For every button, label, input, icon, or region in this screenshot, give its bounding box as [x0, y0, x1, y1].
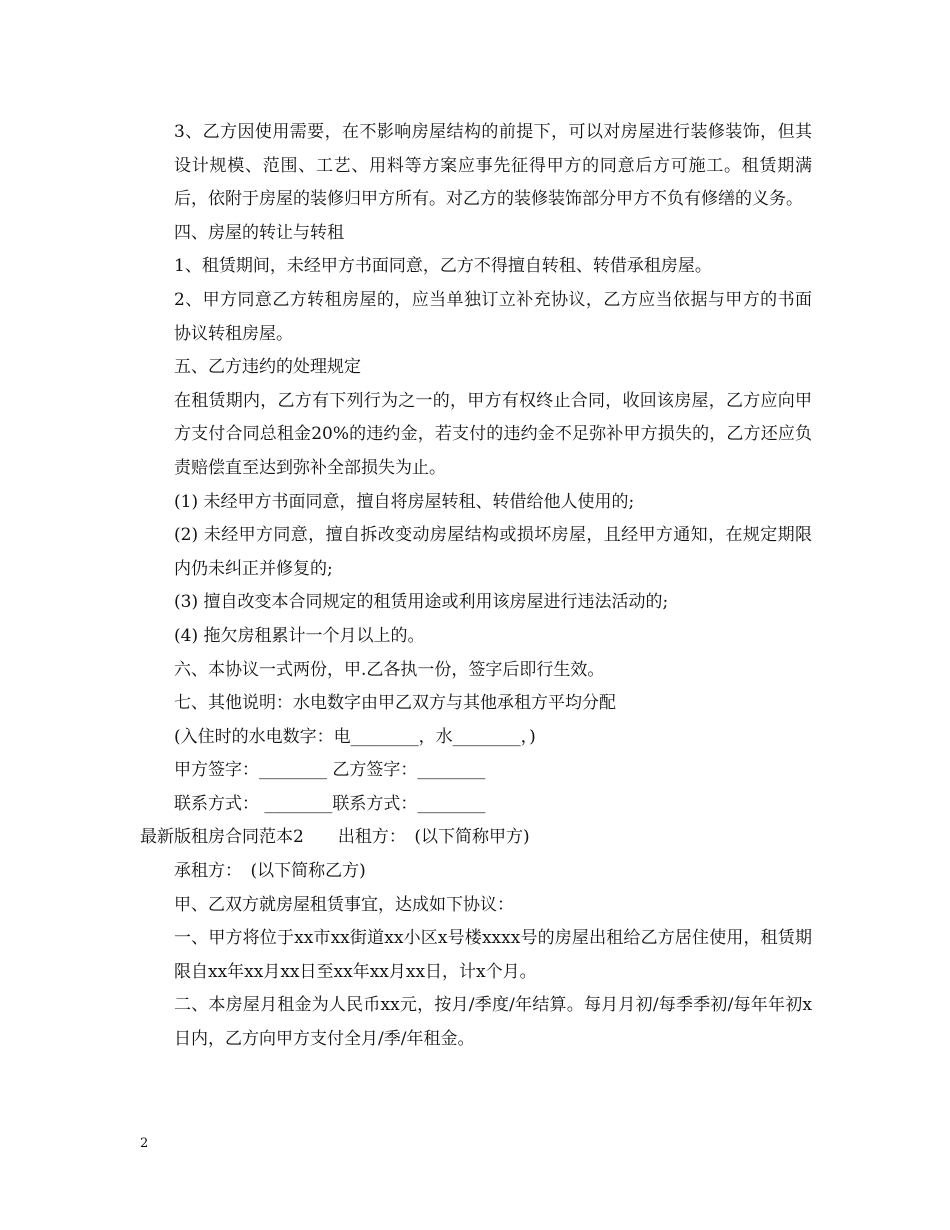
- contract-two-heading: 最新版租房合同范本2 出租方： (以下简称甲方): [140, 827, 530, 848]
- section-seven-other: 七、其他说明：水电数字由甲乙双方与其他承租方平均分配: [174, 693, 616, 714]
- tenant-line: 承租方： (以下简称乙方): [174, 861, 366, 882]
- page-number: 2: [140, 1136, 149, 1151]
- document-body: [140, 116, 812, 1057]
- paragraph-breach-terms: 在租赁期内，乙方有下列行为之一的，甲方有权终止合同，收回该房屋，乙方应向甲方支付合同总租金20%的违约金，若支付的违约金不足弥补甲方损失的，乙方还应负责赔偿直至达到弥补全部损失为止。: [174, 390, 812, 478]
- utility-readings-line: (入住时的水电数字：电________，水________，): [174, 726, 536, 747]
- section-six-copies: 六、本协议一式两份，甲.乙各执一份，签字后即行生效。: [174, 659, 605, 680]
- section-heading-transfer-sublease: 四、房屋的转让与转租: [174, 222, 344, 243]
- paragraph-no-sublease: 1、租赁期间，未经甲方书面同意，乙方不得擅自转租、转借承租房屋。: [174, 256, 712, 277]
- list-item-breach-3: (3) 擅自改变本合同规定的租赁用途或利用该房屋进行违法活动的;: [174, 592, 669, 613]
- paragraph-sublease-agreement: 2、甲方同意乙方转租房屋的，应当单独订立补充协议，乙方应当依据与甲方的书面协议转租房屋。: [174, 289, 812, 344]
- list-item-breach-4: (4) 拖欠房租累计一个月以上的。: [174, 625, 425, 646]
- clause-two-rent: 二、本房屋月租金为人民币xx元，按月/季度/年结算。每月月初/每季季初/每年年初x日内，乙方向甲方支付全月/季/年租金。: [174, 995, 812, 1050]
- list-item-breach-2: (2) 未经甲方同意，擅自拆改变动房屋结构或损坏房屋，且经甲方通知，在规定期限内仍未纠正并修复的;: [174, 525, 812, 579]
- signature-line: 甲方签字：________ 乙方签字：________: [174, 760, 486, 781]
- section-heading-breach: 五、乙方违约的处理规定: [174, 357, 361, 378]
- agreement-intro: 甲、乙双方就房屋租赁事宜，达成如下协议：: [174, 894, 514, 915]
- clause-one-location-term: 一、甲方将位于xx市xx街道xx小区x号楼xxxx号的房屋出租给乙方居住使用，租赁期限自xx年xx月xx日至xx年xx月xx日，计x个月。: [174, 928, 812, 982]
- paragraph-renovation-clause: 3、乙方因使用需要，在不影响房屋结构的前提下，可以对房屋进行装修装饰，但其设计规模、范围、工艺、用料等方案应事先征得甲方的同意后方可施工。租赁期满后，依附于房屋的装修归甲方所有。对乙方的装修装饰部分甲方不负有修缮的义务。: [174, 122, 812, 210]
- list-item-breach-1: (1) 未经甲方书面同意，擅自将房屋转租、转借给他人使用的;: [174, 491, 635, 512]
- contact-line: 联系方式： ________联系方式：________: [174, 793, 486, 814]
